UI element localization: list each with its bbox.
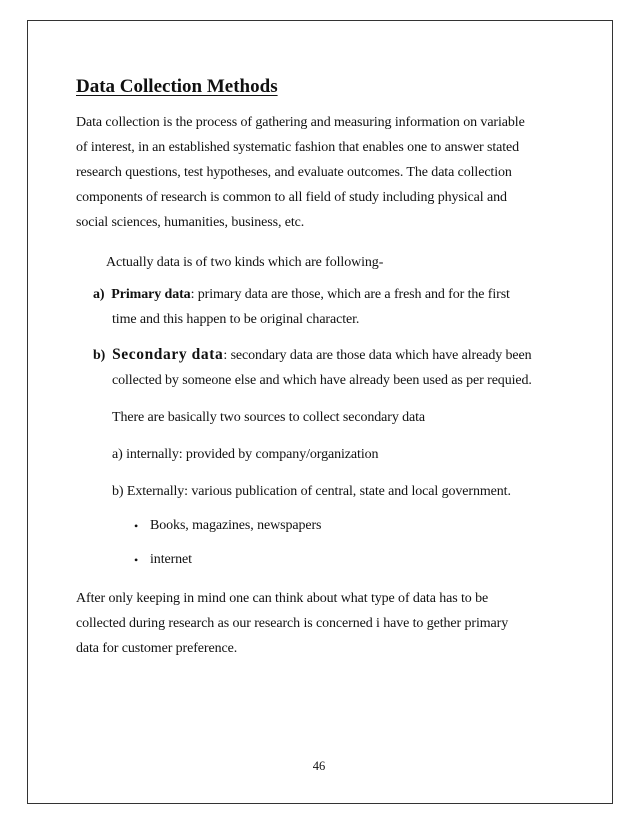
intro-line: research questions, test hypotheses, and evaluate outcomes. The data collection [76, 165, 512, 180]
source-item: b) Externally: various publication of central, state and local government. [112, 484, 511, 499]
intro-line: components of research is common to all field of study including physical and [76, 190, 507, 205]
secondary-marker: b) [93, 348, 106, 363]
intro-line: of interest, in an established systematic fashion that enables one to answer stated [76, 140, 520, 155]
bullet-item: Books, magazines, newspapers [150, 518, 322, 533]
closing-line: collected during research as our research is concerned i have to gether primary [76, 616, 509, 631]
bullet-icon: • [134, 553, 139, 567]
primary-item [93, 287, 510, 303]
page-number: 46 [312, 759, 326, 773]
sources-line: There are basically two sources to collect secondary data [112, 410, 426, 425]
primary-marker: a) [93, 287, 105, 302]
intro-line: social sciences, humanities, business, etc. [76, 215, 305, 230]
page-title: Data Collection Methods [76, 76, 278, 97]
kinds-line: Actually data is of two kinds which are following- [106, 255, 384, 270]
secondary-text-cont: collected by someone else and which have already been used as per requied. [112, 373, 532, 388]
primary-text: : primary data are those, which are a fresh and for the first [190, 287, 510, 302]
bullet-icon: • [134, 519, 139, 533]
primary-text-cont: time and this happen to be original character. [112, 312, 360, 327]
secondary-term: Secondary data [112, 346, 224, 363]
primary-term: Primary data [111, 287, 191, 302]
secondary-item [93, 346, 532, 364]
source-item: a) internally: provided by company/organization [112, 447, 379, 462]
secondary-text: : secondary data are those data which have already been [223, 348, 532, 363]
closing-line: data for customer preference. [76, 641, 238, 656]
closing-line: After only keeping in mind one can think about what type of data has to be [76, 591, 489, 606]
bullet-item: internet [150, 552, 192, 567]
intro-line: Data collection is the process of gathering and measuring information on variable [76, 115, 525, 130]
